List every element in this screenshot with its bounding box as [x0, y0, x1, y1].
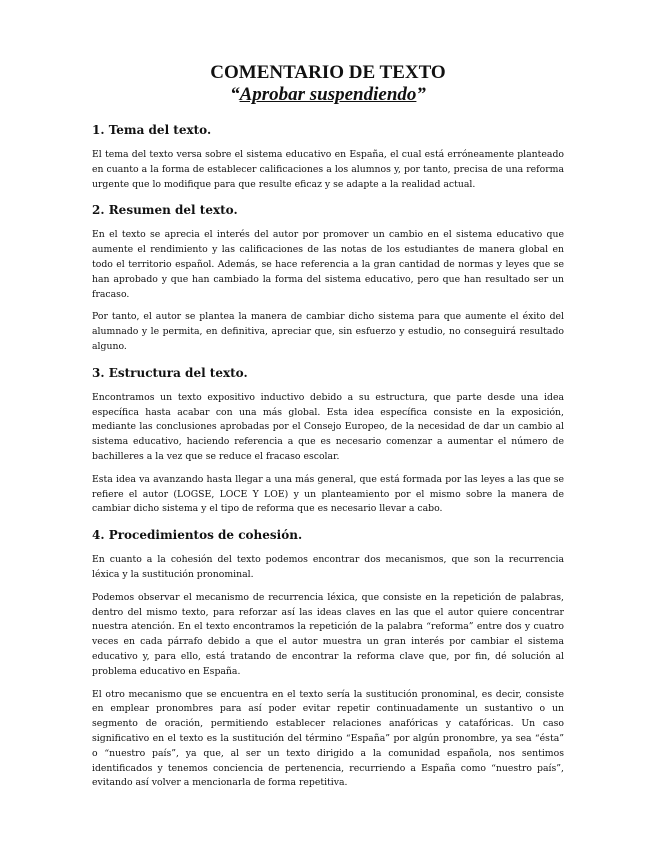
- section-heading: 1. Tema del texto.: [92, 123, 212, 137]
- subtitle-close-quote: ”: [416, 84, 426, 105]
- section-tema: [92, 122, 564, 192]
- paragraph: Por tanto, el autor se plantea la manera de cambiar dicho sistema para que aumente el éxito del alumnado y le permita, en definitiva, apreciar que, sin esfuerzo y estudio, no conseguirá resultado alguno.: [92, 311, 564, 352]
- paragraph: Esta idea va avanzando hasta llegar a una más general, que está formada por las leyes a las que se refiere el autor (LOGSE, LOCE Y LOE) y un planteamiento por el mismo sobre la manera de cambiar dicho sistema y el tipo de reforma que es necesario llevar a cabo.: [92, 473, 564, 515]
- subtitle-open-quote: “: [230, 84, 240, 105]
- section-heading: 3. Estructura del texto.: [92, 365, 248, 380]
- section-heading: 2. Resumen del texto.: [92, 203, 238, 218]
- paragraph: Encontramos un texto expositivo inductivo debido a su estructura, que parte desde una idea específica hasta acabar con una más global. Esta idea específica consiste en la exposición, mediante las conclusiones aprobadas por el Consejo Europeo, de la necesidad de dar un cambio al sistema educativo, haciendo referencia a que es necesario comenzar a aumentar el número de bachilleres a la vez que se reduce el fracaso escolar.: [92, 391, 564, 462]
- section-cohesion: [92, 527, 564, 791]
- document-subtitle: [92, 84, 564, 106]
- paragraph: El tema del texto versa sobre el sistema educativo en España, el cual está erróneamente planteado en cuanto a la forma de establecer calificaciones a los alumnos y, por tanto, precisa de una reforma urgente que lo modifique para que resulte eficaz y se adapte a la realidad actual.: [92, 149, 564, 190]
- paragraph: Podemos observar el mecanismo de recurrencia léxica, que consiste en la repetición de palabras, dentro del mismo texto, para reforzar así las ideas claves en las que el autor quiere concentrar nuestra atención. En el texto encontramos la repetición de la palabra “reforma” entre dos y cuatro veces en cada párrafo debido a que el autor muestra un gran interés por cambiar el sistema educativo y, para ello, está tratando de encontrar la reforma clave que, por fin, dé solución al problema educativo en España.: [92, 591, 564, 677]
- subtitle-text: Aprobar suspendiendo: [239, 84, 417, 105]
- document-title: COMENTARIO DE TEXTO: [210, 62, 446, 83]
- paragraph: El otro mecanismo que se encuentra en el texto sería la sustitución pronominal, es decir, consiste en emplear pronombres para así poder evitar repetir continuadamente un sustantivo o un segmento de oración, permitiendo establecer relaciones anafóricas y catafóricas. Un caso significativo en el texto es la sustitución del término “España” por algún pronombre, ya sea “ésta” o “nuestro país”, ya que, al ser un texto dirigido a la comunidad española, nos sentimos identificados y tenemos conciencia de pertenencia, recurriendo a España como “nuestro país”, evitando así volver a mencionarla de forma repetitiva.: [92, 688, 564, 789]
- paragraph: En el texto se aprecia el interés del autor por promover un cambio en el sistema educativo que aumente el rendimiento y las calificaciones de las notas de los estudiantes de manera global en todo el territorio español. Además, se hace referencia a la gran cantidad de normas y leyes que se han aprobado y que han cambiado la forma del sistema educativo, pero que han resultado ser un fracaso.: [92, 229, 564, 300]
- document-page: [92, 62, 564, 799]
- paragraph: En cuanto a la cohesión del texto podemos encontrar dos mecanismos, que son la recurrencia léxica y la sustitución pronominal.: [92, 554, 564, 580]
- section-resumen: [92, 202, 564, 354]
- section-heading: 4. Procedimientos de cohesión.: [92, 528, 303, 543]
- section-estructura: [92, 365, 564, 517]
